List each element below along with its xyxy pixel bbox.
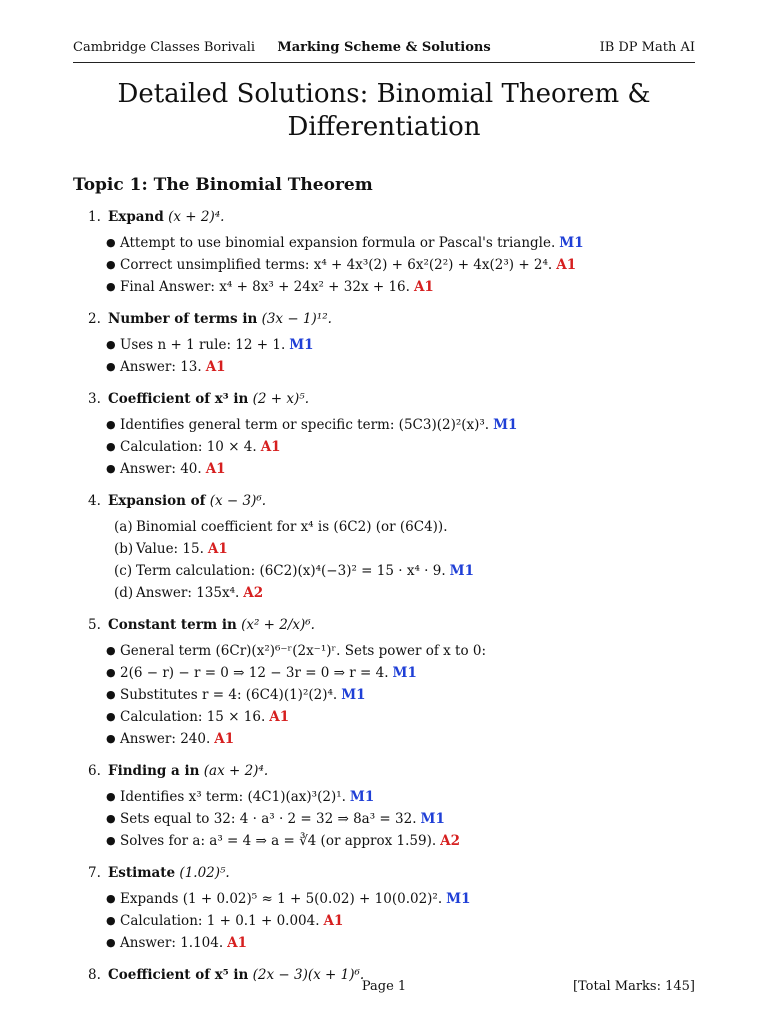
mark-badge: A1 bbox=[207, 541, 228, 557]
question-title: Number of terms in bbox=[108, 311, 258, 327]
list-item bbox=[106, 786, 698, 808]
title-line-1: Detailed Solutions: Binomial Theorem & bbox=[117, 79, 651, 109]
question-expression: (3x − 1)¹². bbox=[261, 311, 332, 327]
bullet-icon: ● bbox=[106, 360, 116, 373]
mark-badge: M1 bbox=[420, 811, 445, 827]
mark-badge: A1 bbox=[214, 731, 235, 747]
question-number: 6. bbox=[88, 763, 101, 779]
question-expression: (x + 2)⁴. bbox=[168, 209, 225, 225]
bullet-icon: ● bbox=[106, 688, 116, 701]
header-right: IB DP Math AI bbox=[599, 40, 695, 55]
question-expression: (2 + x)⁵. bbox=[252, 391, 309, 407]
bullet-icon: ● bbox=[106, 732, 116, 745]
item-text: Uses n + 1 rule: 12 + 1. bbox=[120, 337, 286, 353]
bullet-icon: ● bbox=[106, 440, 116, 453]
list-item bbox=[106, 684, 698, 706]
item-text: Final Answer: x⁴ + 8x³ + 24x² + 32x + 16. bbox=[120, 279, 410, 295]
sub-part bbox=[114, 582, 698, 604]
bullet-icon: ● bbox=[106, 258, 116, 271]
item-text: Calculation: 15 × 16. bbox=[120, 709, 266, 725]
list-item bbox=[106, 728, 698, 750]
question-title: Coefficient of x⁵ in bbox=[108, 967, 249, 983]
mark-badge: A1 bbox=[205, 461, 226, 477]
question-heading bbox=[88, 614, 698, 636]
question-number: 3. bbox=[88, 391, 101, 407]
item-text: Answer: 13. bbox=[120, 359, 202, 375]
question-heading bbox=[88, 388, 698, 410]
mark-badge: A1 bbox=[556, 257, 577, 273]
item-text: Identifies general term or specific term: (5C3)(2)²(x)³. bbox=[120, 417, 490, 433]
question-1 bbox=[88, 206, 698, 298]
bullet-list bbox=[88, 888, 698, 954]
question-number: 2. bbox=[88, 311, 101, 327]
mark-badge: M1 bbox=[559, 235, 584, 251]
question-expression: (1.02)⁵. bbox=[179, 865, 230, 881]
bullet-icon: ● bbox=[106, 936, 116, 949]
list-item bbox=[106, 276, 698, 298]
item-text: Answer: 240. bbox=[120, 731, 211, 747]
question-4 bbox=[88, 490, 698, 604]
question-title: Expansion of bbox=[108, 493, 206, 509]
item-text: Answer: 1.104. bbox=[120, 935, 224, 951]
question-6 bbox=[88, 760, 698, 852]
bullet-list bbox=[88, 232, 698, 298]
bullet-icon: ● bbox=[106, 418, 116, 431]
question-expression: (2x − 3)(x + 1)⁶. bbox=[252, 967, 365, 983]
item-text: Expands (1 + 0.02)⁵ ≈ 1 + 5(0.02) + 10(0.02)². bbox=[120, 891, 443, 907]
question-title: Finding a in bbox=[108, 763, 200, 779]
item-text: Calculation: 1 + 0.1 + 0.004. bbox=[120, 913, 320, 929]
bullet-icon: ● bbox=[106, 834, 116, 847]
list-item bbox=[106, 414, 698, 436]
title-line-2: Differentiation bbox=[287, 112, 481, 142]
question-heading bbox=[88, 308, 698, 330]
mark-badge: A1 bbox=[269, 709, 290, 725]
list-item bbox=[106, 254, 698, 276]
sub-part-list bbox=[88, 516, 698, 604]
bullet-icon: ● bbox=[106, 710, 116, 723]
item-text: Attempt to use binomial expansion formula or Pascal's triangle. bbox=[120, 235, 556, 251]
question-expression: (x − 3)⁶. bbox=[209, 493, 267, 509]
list-item bbox=[106, 830, 698, 852]
item-text: Solves for a: a³ = 4 ⇒ a = ∛4 (or approx 1.59). bbox=[120, 833, 437, 849]
sub-part bbox=[114, 560, 698, 582]
question-number: 5. bbox=[88, 617, 101, 633]
bullet-icon: ● bbox=[106, 812, 116, 825]
bullet-list bbox=[88, 640, 698, 750]
bullet-icon: ● bbox=[106, 280, 116, 293]
sub-part-label: (a) bbox=[114, 519, 133, 535]
item-text: Answer: 40. bbox=[120, 461, 202, 477]
question-expression: (ax + 2)⁴. bbox=[203, 763, 269, 779]
bullet-list bbox=[88, 786, 698, 852]
item-text: 2(6 − r) − r = 0 ⇒ 12 − 3r = 0 ⇒ r = 4. bbox=[120, 665, 389, 681]
question-expression: (x² + 2/x)⁶. bbox=[241, 617, 315, 633]
question-number: 7. bbox=[88, 865, 101, 881]
bullet-icon: ● bbox=[106, 666, 116, 679]
question-7 bbox=[88, 862, 698, 954]
question-title: Estimate bbox=[108, 865, 176, 881]
list-item bbox=[106, 808, 698, 830]
question-number: 4. bbox=[88, 493, 101, 509]
page-header bbox=[73, 40, 695, 63]
item-text: Substitutes r = 4: (6C4)(1)²(2)⁴. bbox=[120, 687, 338, 703]
bullet-icon: ● bbox=[106, 892, 116, 905]
question-title: Constant term in bbox=[108, 617, 237, 633]
mark-badge: A2 bbox=[440, 833, 460, 849]
mark-badge: A2 bbox=[243, 585, 264, 601]
solutions-list bbox=[88, 206, 698, 996]
bullet-icon: ● bbox=[106, 338, 116, 351]
topic-heading: Topic 1: The Binomial Theorem bbox=[73, 175, 373, 195]
sub-part-text: Term calculation: (6C2)(x)⁴(−3)² = 15 · x⁴ · 9. bbox=[136, 563, 446, 579]
mark-badge: M1 bbox=[446, 891, 471, 907]
question-heading bbox=[88, 490, 698, 512]
question-number: 1. bbox=[88, 209, 101, 225]
document-title bbox=[60, 78, 708, 144]
list-item bbox=[106, 888, 698, 910]
item-text: Calculation: 10 × 4. bbox=[120, 439, 257, 455]
bullet-icon: ● bbox=[106, 644, 116, 657]
sub-part-label: (c) bbox=[114, 563, 133, 579]
question-3 bbox=[88, 388, 698, 480]
mark-badge: A1 bbox=[413, 279, 434, 295]
list-item bbox=[106, 640, 698, 662]
sub-part-label: (d) bbox=[114, 585, 134, 601]
mark-badge: M1 bbox=[493, 417, 518, 433]
list-item bbox=[106, 458, 698, 480]
mark-badge: M1 bbox=[289, 337, 314, 353]
list-item bbox=[106, 436, 698, 458]
sub-part-text: Binomial coefficient for x⁴ is (6C2) (or (6C4)). bbox=[136, 519, 448, 535]
list-item bbox=[106, 706, 698, 728]
list-item bbox=[106, 232, 698, 254]
bullet-icon: ● bbox=[106, 236, 116, 249]
sub-part-text: Answer: 135x⁴. bbox=[136, 585, 240, 601]
mark-badge: M1 bbox=[449, 563, 474, 579]
item-text: Sets equal to 32: 4 · a³ · 2 = 32 ⇒ 8a³ = 32. bbox=[120, 811, 417, 827]
page-number: Page 1 bbox=[361, 979, 407, 994]
question-heading bbox=[88, 206, 698, 228]
sub-part-label: (b) bbox=[114, 541, 134, 557]
mark-badge: A1 bbox=[227, 935, 248, 951]
question-heading bbox=[88, 760, 698, 782]
sub-part bbox=[114, 516, 698, 538]
bullet-list bbox=[88, 334, 698, 378]
list-item bbox=[106, 356, 698, 378]
bullet-icon: ● bbox=[106, 790, 116, 803]
item-text: Identifies x³ term: (4C1)(ax)³(2)¹. bbox=[120, 789, 346, 805]
mark-badge: M1 bbox=[392, 665, 417, 681]
total-marks: [Total Marks: 145] bbox=[572, 979, 695, 994]
header-left: Cambridge Classes Borivali bbox=[73, 40, 256, 55]
question-title: Coefficient of x³ in bbox=[108, 391, 249, 407]
sub-part-text: Value: 15. bbox=[136, 541, 204, 557]
mark-badge: A1 bbox=[260, 439, 281, 455]
mark-badge: M1 bbox=[349, 789, 375, 805]
question-5 bbox=[88, 614, 698, 750]
bullet-icon: ● bbox=[106, 914, 116, 927]
bullet-icon: ● bbox=[106, 462, 116, 475]
list-item bbox=[106, 662, 698, 684]
question-title: Expand bbox=[108, 209, 164, 225]
question-heading bbox=[88, 862, 698, 884]
sub-part bbox=[114, 538, 698, 560]
list-item bbox=[106, 334, 698, 356]
item-text: Correct unsimplified terms: x⁴ + 4x³(2) + 6x²(2²) + 4x(2³) + 2⁴. bbox=[120, 257, 553, 273]
list-item bbox=[106, 932, 698, 954]
mark-badge: M1 bbox=[341, 687, 366, 703]
question-2 bbox=[88, 308, 698, 378]
mark-badge: A1 bbox=[323, 913, 344, 929]
list-item bbox=[106, 910, 698, 932]
item-text: General term (6Cr)(x²)⁶⁻ʳ(2x⁻¹)ʳ. Sets power of x to 0: bbox=[120, 643, 487, 659]
bullet-list bbox=[88, 414, 698, 480]
question-number: 8. bbox=[88, 967, 101, 983]
mark-badge: A1 bbox=[205, 359, 226, 375]
header-center: Marking Scheme & Solutions bbox=[277, 40, 491, 55]
